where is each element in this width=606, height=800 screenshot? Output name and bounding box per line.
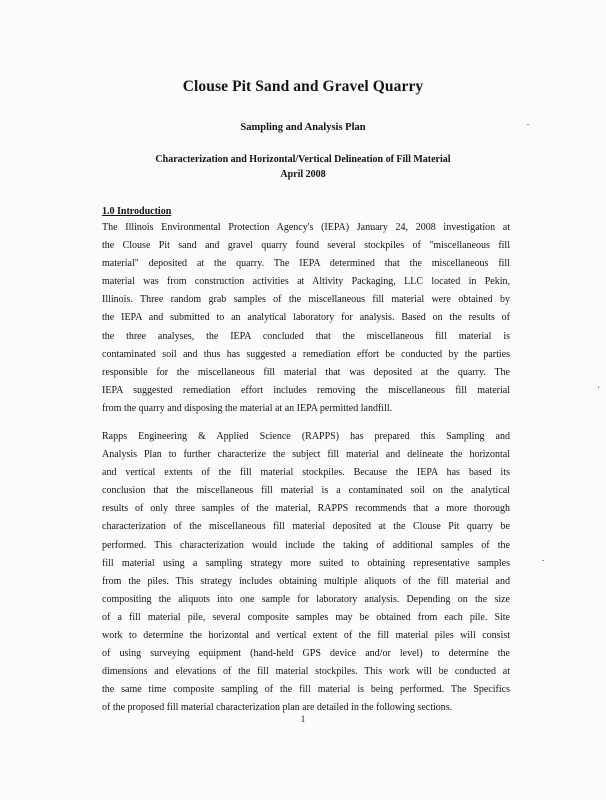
paragraph-line: fill material using a sampling strategy more suited to obtaining representative samples <box>102 557 510 569</box>
paragraph-line: Rapps Engineering & Applied Science (RAPPS) has prepared this Sampling and <box>102 431 510 442</box>
paragraph-line: dimensions and elevations of the fill material stockpiles. This work will be conducted at <box>102 666 510 678</box>
paragraph-line: Illinois. Three random grab samples of the miscellaneous fill material were obtained by <box>102 294 510 306</box>
paragraph-line: characterization of the miscellaneous fill material deposited at the Clouse Pit quarry be <box>102 521 510 533</box>
page-number: 1 <box>300 714 306 724</box>
scan-speck <box>598 386 599 388</box>
introduction-paragraph-2 <box>102 428 510 718</box>
section-heading: 1.0 Introduction <box>102 206 172 217</box>
paragraph-line: Analysis Plan to further characterize the subject fill material and delineate the horizontal <box>102 449 510 461</box>
document-heading-date: April 2008 <box>280 169 326 180</box>
paragraph-line: the IEPA and submitted to an analytical laboratory for analysis. Based on the results of <box>102 312 510 324</box>
paragraph-line: The Illinois Environmental Protection Agency's (IEPA) January 24, 2008 investigation at <box>102 222 510 233</box>
introduction-paragraph-1 <box>102 206 510 418</box>
paragraph-line: from the quarry and disposing the material at an IEPA permitted landfill. <box>102 402 393 414</box>
scan-speck <box>527 124 529 125</box>
document-subtitle: Sampling and Analysis Plan <box>240 122 366 133</box>
paragraph-line: compositing the aliquots into one sample for laboratory analysis. Depending on the size <box>102 593 510 605</box>
document-heading-line-1: Characterization and Horizontal/Vertical Delineation of Fill Material <box>155 154 451 165</box>
paragraph-line: results of only three samples of the material, RAPPS recommends that a more thorough <box>102 503 510 515</box>
paragraph-line: and vertical extents of the fill material stockpiles. Because the IEPA has based its <box>102 467 510 479</box>
paragraph-line: the same time composite sampling of the fill material is being performed. The Specifics <box>102 684 510 696</box>
paragraph-line: responsible for the miscellaneous fill material that was deposited at the quarry. The <box>102 366 510 378</box>
paragraph-line: from the piles. This strategy includes obtaining multiple aliquots of the fill material and <box>102 575 510 587</box>
paragraph-line: contaminated soil and thus has suggested a remediation effort be conducted by the parties <box>102 348 510 360</box>
paragraph-line: conclusion that the miscellaneous fill material is a contaminated soil on the analytical <box>102 485 510 497</box>
paragraph-line: of the proposed fill material characterization plan are detailed in the following sections. <box>102 702 453 714</box>
paragraph-line: the three analyses, the IEPA concluded that the miscellaneous fill material is <box>102 330 510 342</box>
paragraph-line: IEPA suggested remediation effort includes removing the miscellaneous fill material <box>102 384 510 396</box>
paragraph-line: of using surveying equipment (hand-held GPS device and/or level) to determine the <box>102 648 510 660</box>
paragraph-line: material was from construction activities at Altivity Packaging, LLC located in Pekin, <box>102 276 510 288</box>
document-title: Clouse Pit Sand and Gravel Quarry <box>182 78 424 95</box>
paragraph-line: work to determine the horizontal and vertical extent of the fill material piles will consist <box>102 630 510 642</box>
paragraph-line: of a fill material pile, several composite samples may be obtained from each pile. Site <box>102 611 510 623</box>
paragraph-line: material" deposited at the quarry. The IEPA determined that the miscellaneous fill <box>102 258 510 270</box>
paragraph-line: performed. This characterization would include the taking of additional samples of the <box>102 539 510 551</box>
scan-speck <box>542 560 544 561</box>
paragraph-line: the Clouse Pit sand and gravel quarry found several stockpiles of "miscellaneous fill <box>102 240 510 252</box>
